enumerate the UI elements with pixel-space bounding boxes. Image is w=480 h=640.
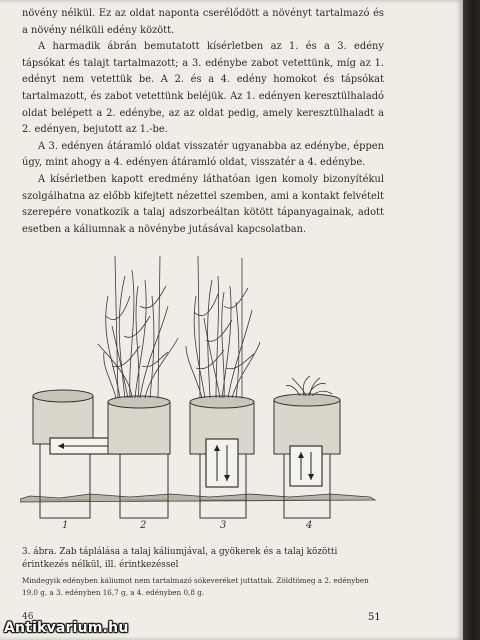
table-surface [20, 494, 375, 502]
oat-plant-3 [186, 256, 260, 398]
oat-plant-4 [286, 376, 332, 396]
vessel-number-3: 3 [220, 520, 227, 531]
oat-plant-2 [98, 256, 178, 398]
vessel-number-1: 1 [62, 520, 69, 531]
vessel-number-2: 2 [140, 520, 147, 531]
watermark: Antikvarium.hu [4, 620, 129, 636]
figure-note: Mindegyik edényben káliumot nem tartalmazó sókeveréket juttattak. Zöldtömeg a 2. edényben 19,0 g, a 3. edényben 16,7 g, a 4. edényben 0,8 g. [22, 576, 369, 597]
figure-caption: 3. ábra. Zab táplálása a talaj káliumjával, a gyökerek és a talaj közötti érintkezés nélkül, ill. érintkezéssel [22, 547, 338, 570]
page-number-left: 46 [22, 612, 34, 622]
experiment-figure [20, 256, 380, 536]
paragraph-1: növény nélkül. Ez az oldat naponta cserélődött a növényt tartalmazó és a növény nélküli edény között. [22, 8, 384, 36]
vessel-3 [186, 256, 260, 518]
vessel-2 [98, 256, 178, 518]
page-number: 51 [368, 612, 381, 623]
body-text [22, 6, 384, 238]
paragraph-4: A kísérletben kapott eredmény láthatóan igen komoly bizonyítékul szolgálhatna az előbb kifejtett nézettel szemben, ami a kontakt felvételt szerepére vonatkozik a talaj adszorbeáltan kötött tápanyagainak, adott esetben a káliumnak a növénybe jutásával kapcsolatban. [22, 173, 384, 235]
paragraph-2: A harmadik ábrán bemutatott kísérletben az 1. és a 3. edény tápsókat és talajt tartalmazott; a 3. edénybe zabot vetettünk, míg az 1. edényt nem vetettük be. A 2. és a 4. edény homokot és tápsókat tartalmazott, és zabot vetettünk beléjük. Az 1. edényen keresztülhaladó oldat belépett a 2. edénybe, az az oldat pedig, amely keresztülhaladt a 2. edényen, bejutott az 1.-be. [22, 41, 384, 136]
book-binding-edge [463, 0, 480, 640]
vessel-number-4: 4 [306, 520, 313, 531]
paragraph-3: A 3. edényen átáramló oldat visszatér ugyanabba az edénybe, éppen úgy, mint ahogy a 4. edényen átáramló oldat, visszatér a 4. edénybe. [22, 140, 384, 169]
